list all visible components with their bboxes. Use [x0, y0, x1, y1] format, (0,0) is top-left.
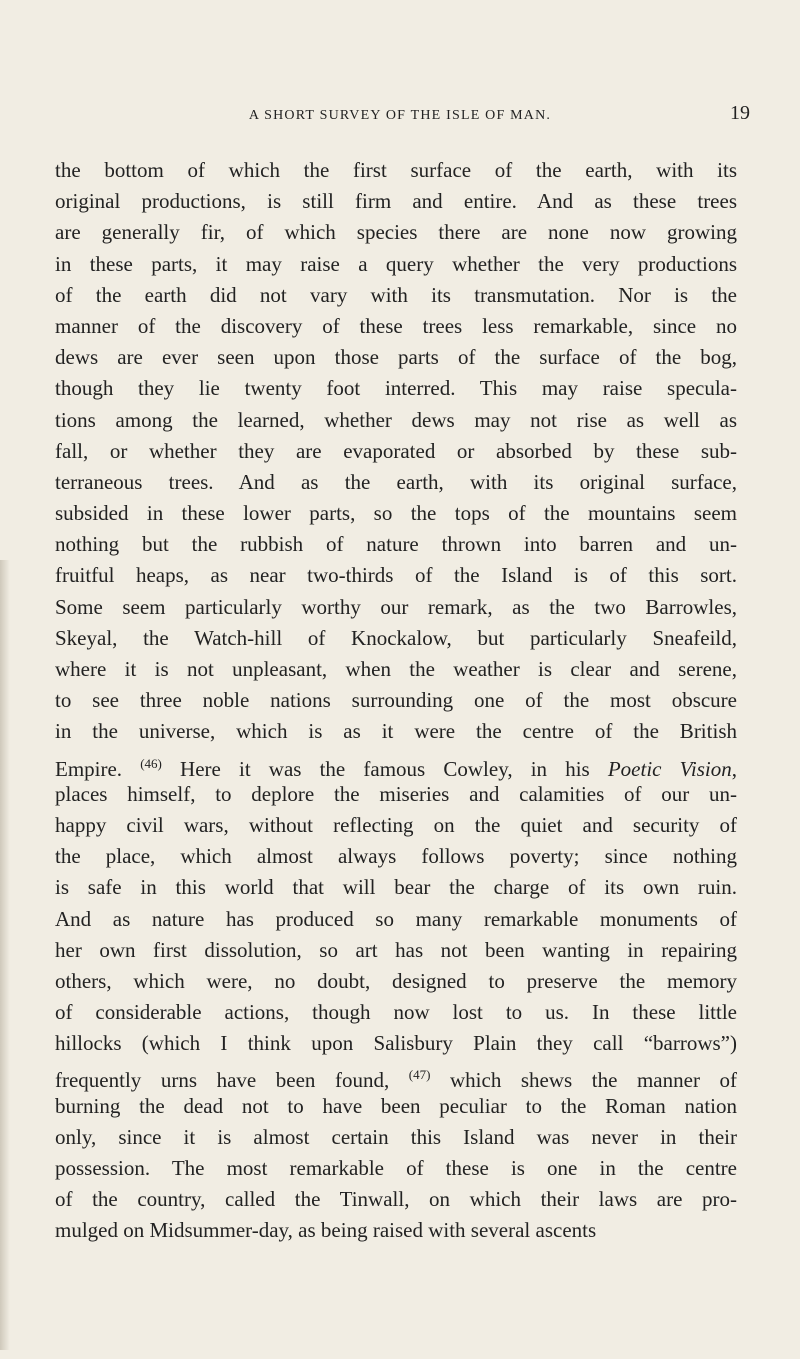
- text-line: to see three noble nations surrounding one of the most obscure: [55, 688, 737, 713]
- text-line: of the earth did not vary with its transmutation. Nor is the: [55, 282, 737, 307]
- text-line: fall, or whether they are evaporated or absorbed by these sub-: [55, 438, 737, 463]
- text-line: of the country, called the Tinwall, on which their laws are pro-: [55, 1187, 737, 1212]
- text-line: in these parts, it may raise a query whether the very productions: [55, 251, 737, 276]
- text-line: are generally fir, of which species there are none now growing: [55, 220, 737, 245]
- text-line: Skeyal, the Watch-hill of Knockalow, but particularly Sneafeild,: [55, 625, 737, 650]
- page-header: [0, 102, 800, 132]
- text-line: the bottom of which the first surface of the earth, with its: [55, 158, 737, 182]
- text-line: though they lie twenty foot interred. This may raise specula-: [55, 376, 737, 401]
- text-line: Empire. $^{(46)}$ Here it was the famous Cowley, in his Poetic Vision,: [55, 755, 738, 781]
- text-line: fruitful heaps, as near two-thirds of the Island is of this sort.: [55, 563, 737, 588]
- text-line: places himself, to deplore the miseries and calamities of our un-: [55, 781, 737, 806]
- page-number: 19: [730, 102, 750, 124]
- text-line: Some seem particularly worthy our remark, as the two Barrowles,: [55, 594, 737, 619]
- page-edge-shadow: [0, 560, 10, 1350]
- text-line: where it is not unpleasant, when the weather is clear and serene,: [55, 657, 737, 681]
- text-line: happy civil wars, without reflecting on the quiet and security of: [55, 812, 737, 837]
- text-line: hillocks (which I think upon Salisbury Plain they call “barrows”): [55, 1031, 737, 1056]
- text-line: nothing but the rubbish of nature thrown into barren and un-: [55, 532, 737, 557]
- body-text: [55, 155, 737, 1247]
- text-line: her own first dissolution, so art has not been wanting in repairing: [55, 937, 737, 962]
- text-line: burning the dead not to have been peculiar to the Roman nation: [55, 1093, 737, 1118]
- text-line: tions among the learned, whether dews may not rise as well as: [55, 407, 737, 432]
- text-line: frequently urns have been found, $^{(47)}$ which shews the manner of: [55, 1067, 737, 1093]
- text-line: subsided in these lower parts, so the tops of the mountains seem: [55, 501, 737, 526]
- text-line: only, since it is almost certain this Island was never in their: [55, 1124, 737, 1149]
- text-line: manner of the discovery of these trees less remarkable, since no: [55, 313, 737, 338]
- text-line: dews are ever seen upon those parts of the surface of the bog,: [55, 345, 737, 370]
- text-line: terraneous trees. And as the earth, with its original surface,: [55, 469, 737, 494]
- text-line: And as nature has produced so many remarkable monuments of: [55, 906, 737, 931]
- text-line: possession. The most remarkable of these is one in the centre: [55, 1156, 737, 1180]
- text-line: original productions, is still firm and entire. And as these trees: [55, 189, 737, 214]
- text-line: is safe in this world that will bear the charge of its own ruin.: [55, 875, 737, 900]
- text-line: mulged on Midsummer-day, as being raised with several ascents: [55, 1218, 597, 1243]
- text-line: in the universe, which is as it were the centre of the British: [55, 719, 737, 744]
- text-line: of considerable actions, though now lost to us. In these little: [55, 1000, 737, 1025]
- text-line: the place, which almost always follows poverty; since nothing: [55, 844, 737, 869]
- text-line: others, which were, no doubt, designed to preserve the memory: [55, 968, 737, 993]
- running-head: A SHORT SURVEY OF THE ISLE OF MAN.: [248, 108, 552, 123]
